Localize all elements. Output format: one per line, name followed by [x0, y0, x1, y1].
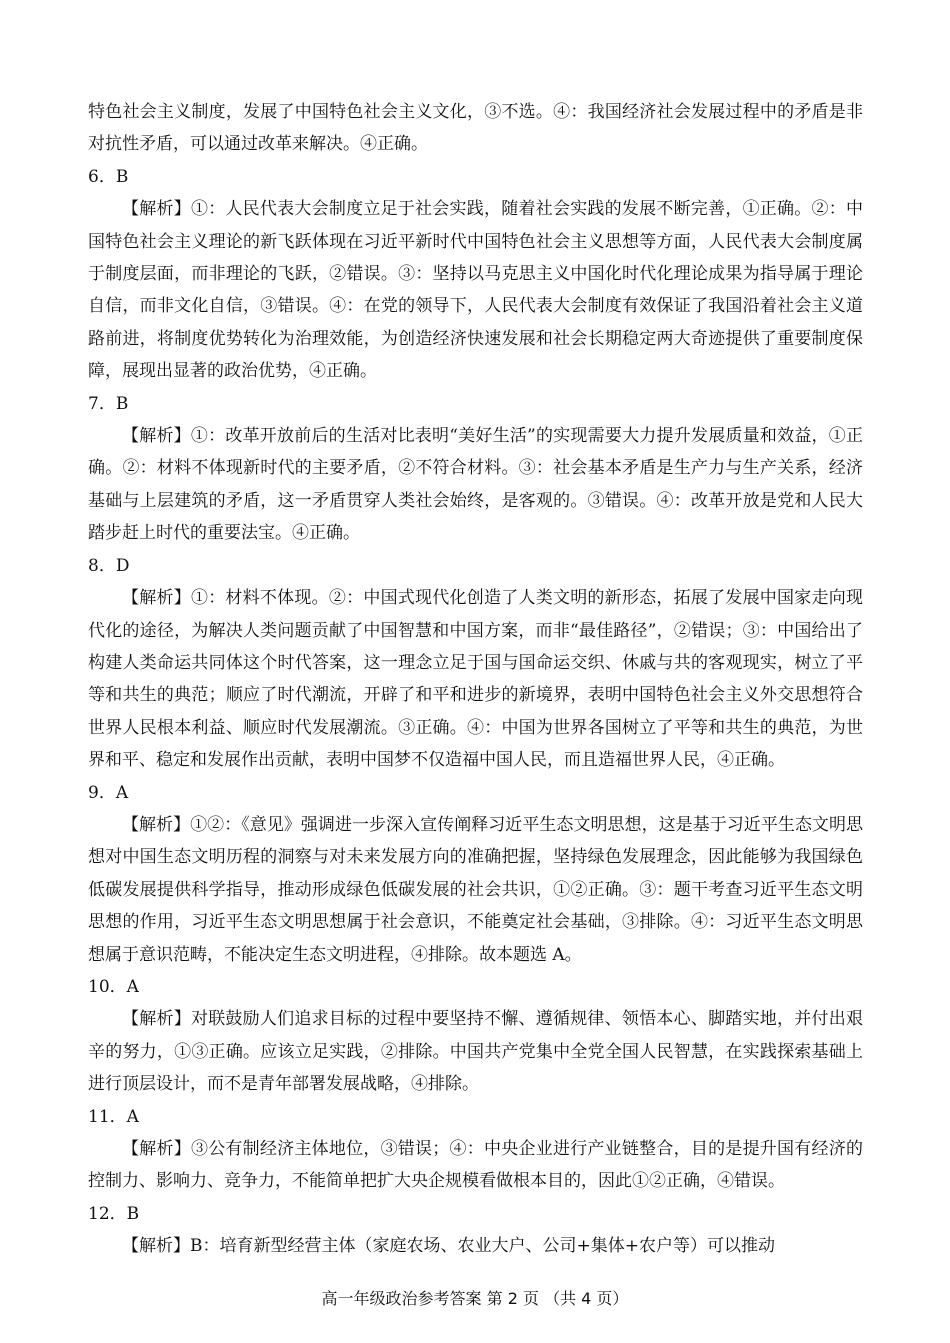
analysis-paragraph: 【解析】①：材料不体现。②：中国式现代化创造了人类文明的新形态，拓展了发展中国家走向现代化的途径，为解决人类问题贡献了中国智慧和中国方案，而非“最佳路径”，②错误；③：中国给出了构建人类命运共同体这个时代答案，这一理念立足于国与国命运交织、休戚与共的客观现实，树立了平等和共生的典范；顺应了时代潮流，开辟了和平和进步的新境界，表明中国特色社会主义外交思想符合世界人民根本利益、顺应时代发展潮流。③正确。④：中国为世界各国树立了平等和共生的典范，为世界和平、稳定和发展作出贡献，表明中国梦不仅造福中国人民，而且造福世界人民，④正确。: [88, 588, 863, 771]
answer-page: [88, 96, 863, 1263]
question-number: 6．B: [88, 166, 129, 187]
continuation-paragraph: 特色社会主义制度，发展了中国特色社会主义文化，③不选。④：我国经济社会发展过程中的矛盾是非对抗性矛盾，可以通过改革来解决。④正确。: [88, 102, 863, 155]
analysis-paragraph: 【解析】B：培育新型经营主体（家庭农场、农业大户、公司+集体+农户等）可以推动: [122, 1236, 775, 1257]
question-number: 9．A: [88, 782, 129, 803]
question-number: 12．B: [88, 1203, 140, 1224]
analysis-paragraph: 【解析】①：改革开放前后的生活对比表明“美好生活”的实现需要大力提升发展质量和效益，①正确。②：材料不体现新时代的主要矛盾，②不符合材料。③：社会基本矛盾是生产力与生产关系，经济基础与上层建筑的矛盾，这一矛盾贯穿人类社会始终，是客观的。③错误。④：改革开放是党和人民大踏步赶上时代的重要法宝。④正确。: [88, 426, 863, 544]
question-number: 10．A: [88, 976, 139, 997]
question-number: 11．A: [88, 1106, 139, 1127]
question-number: 8．D: [88, 555, 130, 576]
page-footer: 高一年级政治参考答案 第 2 页 （共 4 页）: [321, 1289, 629, 1308]
analysis-paragraph: 【解析】对联鼓励人们追求目标的过程中要坚持不懈、遵循规律、领悟本心、脚踏实地，并付出艰辛的努力，①③正确。应该立足实践，②排除。中国共产党集中全党全国人民智慧，在实践探索基础上进行顶层设计，而不是青年部署发展战略，④排除。: [88, 1009, 863, 1095]
analysis-paragraph: 【解析】①：人民代表大会制度立足于社会实践，随着社会实践的发展不断完善，①正确。②：中国特色社会主义理论的新飞跃体现在习近平新时代中国特色社会主义思想等方面，人民代表大会制度属于制度层面，而非理论的飞跃，②错误。③：坚持以马克思主义中国化时代化理论成果为指导属于理论自信，而非文化自信，③错误。④：在党的领导下，人民代表大会制度有效保证了我国沿着社会主义道路前进，将制度优势转化为治理效能，为创造经济快速发展和社会长期稳定两大奇迹提供了重要制度保障，展现出显著的政治优势，④正确。: [88, 199, 863, 382]
analysis-paragraph: 【解析】③公有制经济主体地位，③错误；④：中央企业进行产业链整合，目的是提升国有经济的控制力、影响力、竞争力，不能简单把扩大央企规模看做根本目的，因此①②正确，④错误。: [88, 1139, 863, 1192]
analysis-paragraph: 【解析】①②：《意见》强调进一步深入宣传阐释习近平生态文明思想，这是基于习近平生态文明思想对中国生态文明历程的洞察与对未来发展方向的准确把握，坚持绿色发展理念，因此能够为我国绿色低碳发展提供科学指导，推动形成绿色低碳发展的社会共识，①②正确。③：题干考查习近平生态文明思想的作用，习近平生态文明思想属于社会意识，不能奠定社会基础，③排除。④：习近平生态文明思想属于意识范畴，不能决定生态文明进程，④排除。故本题选 A。: [88, 814, 863, 965]
question-number: 7．B: [88, 393, 129, 414]
